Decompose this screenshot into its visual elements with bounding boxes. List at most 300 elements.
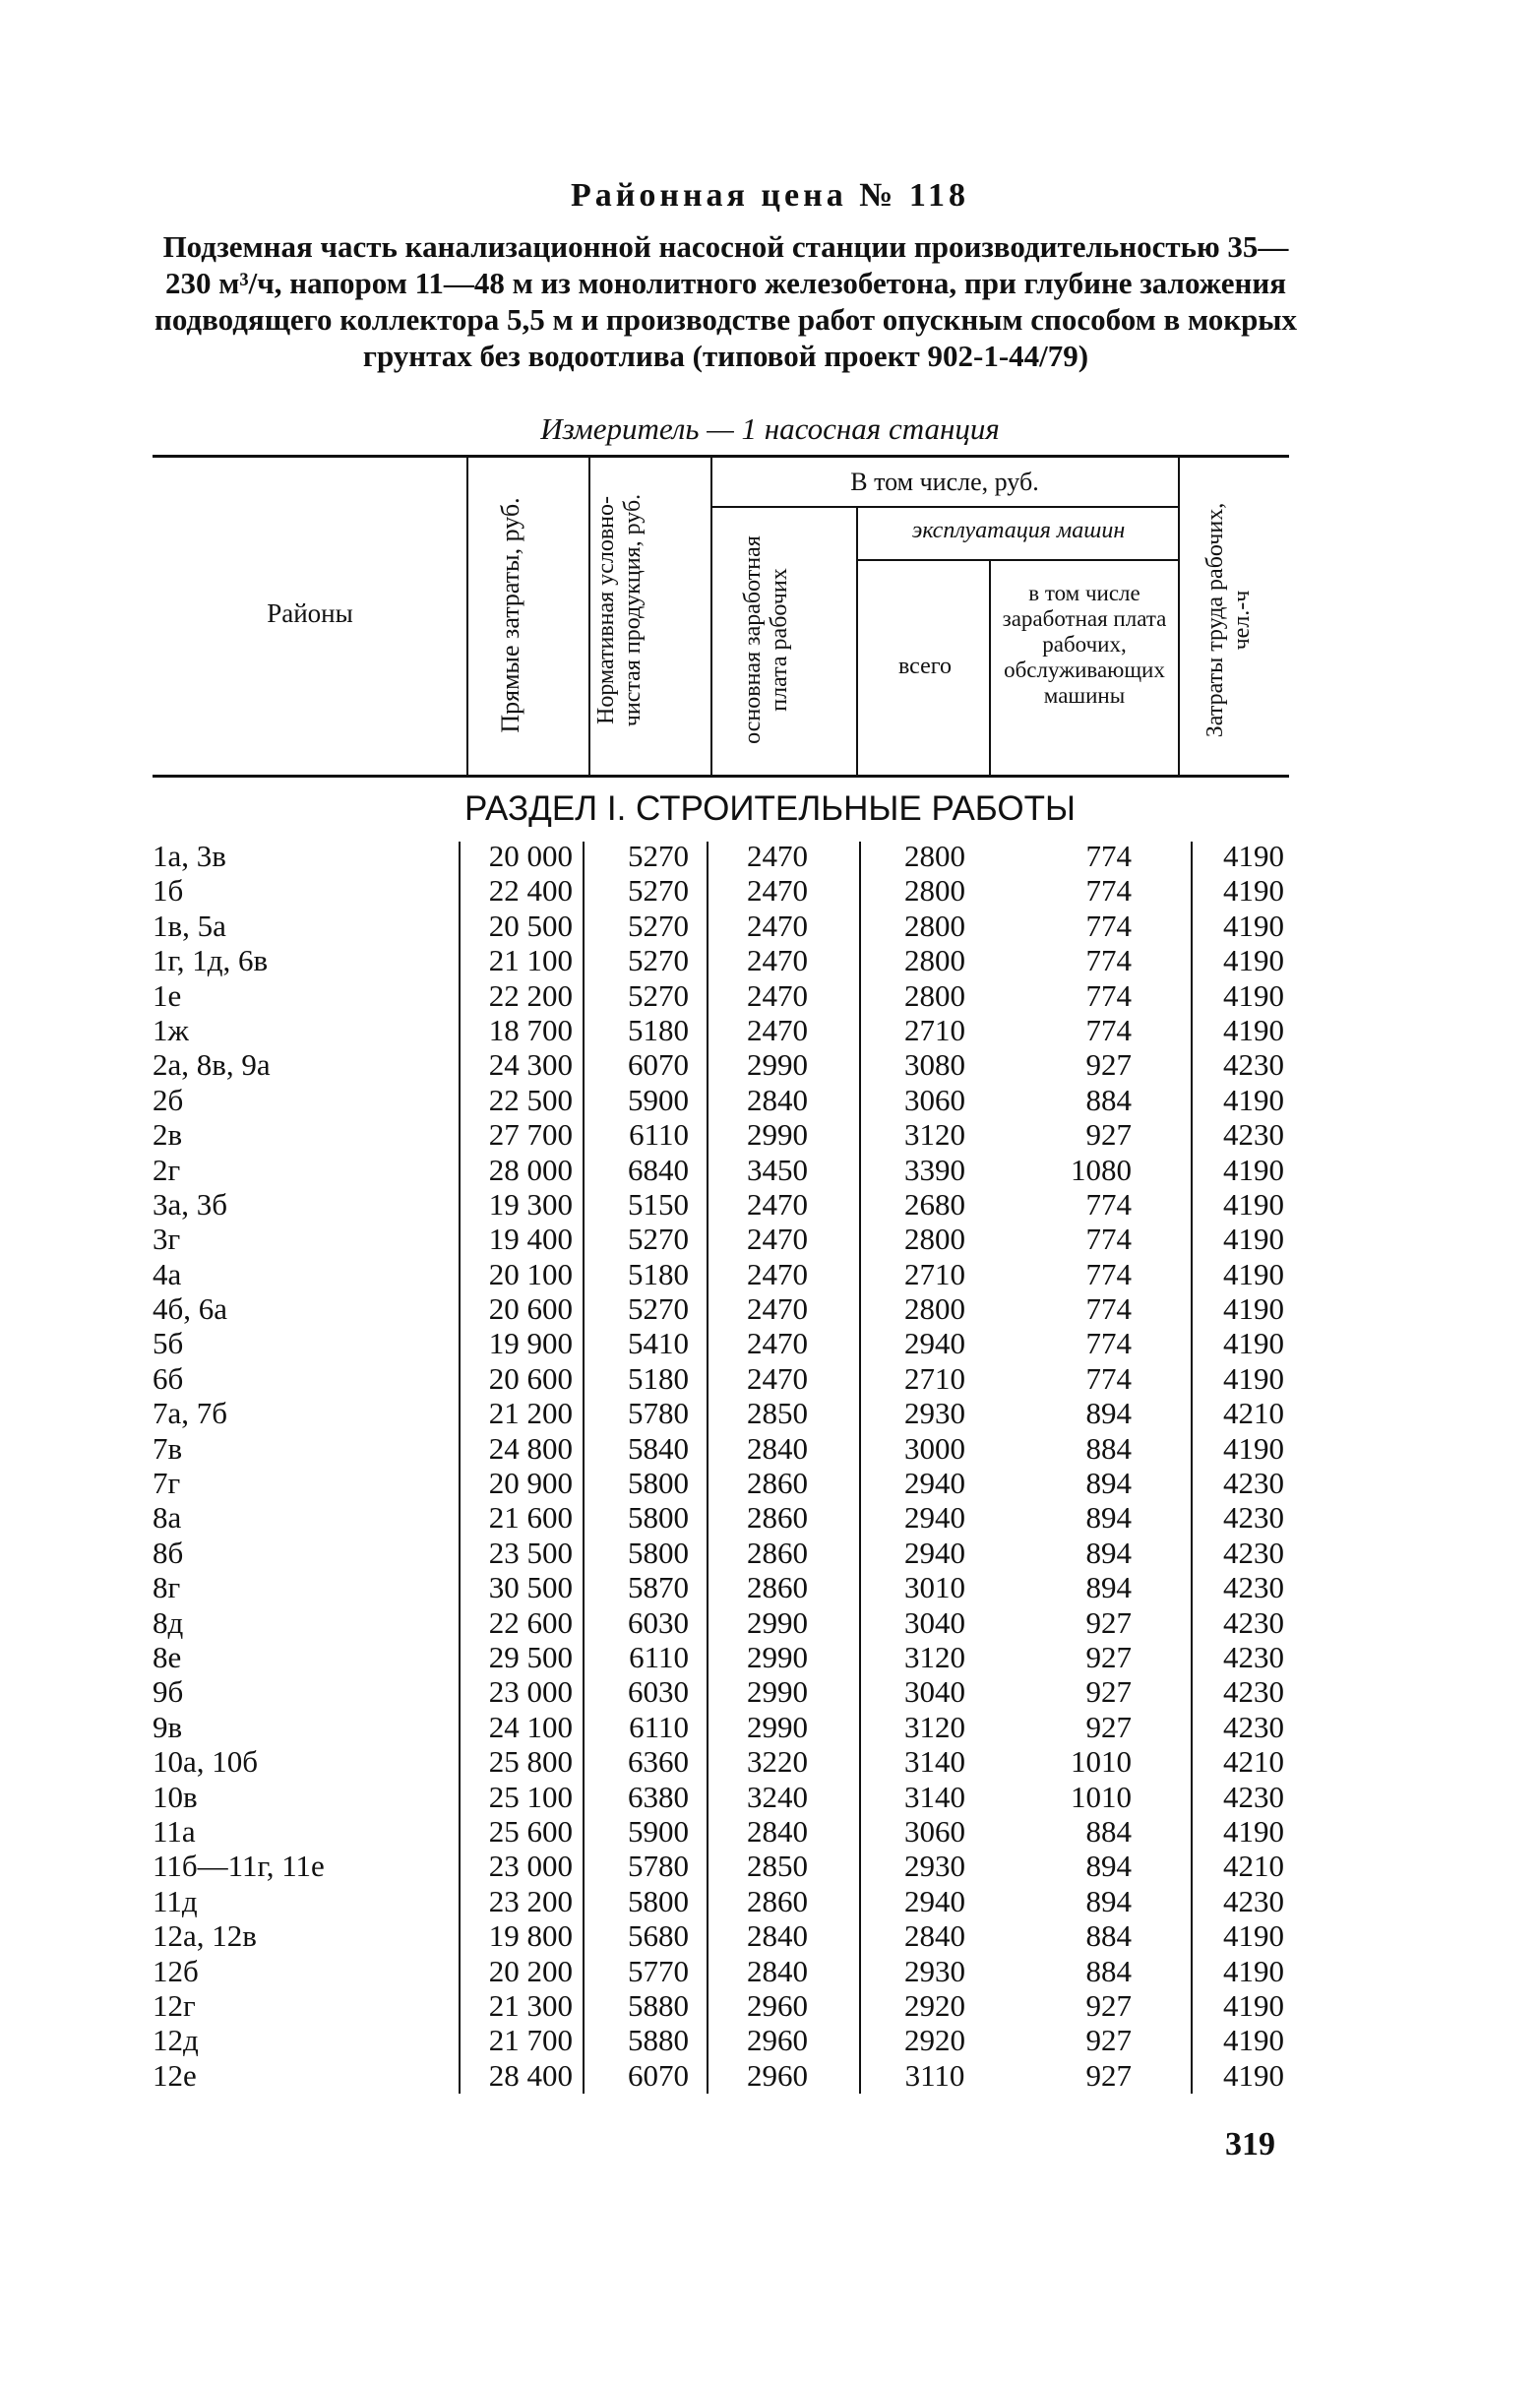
header-bottom-rule — [153, 775, 1289, 778]
region-cell: 3а, 3б — [153, 1186, 228, 1222]
machines-total-cell: 2800 — [904, 1291, 965, 1327]
labor-cell: 4190 — [1223, 2057, 1284, 2093]
table-row — [0, 2058, 1540, 2093]
page-subtitle: Подземная часть канализационной насосной станции производительностью 35—230 м³/ч, напором 11—48 м из монолитного железобетона, при глубине заложения подводящего коллектора 5,5 м и производстве работ опускным способом в мокрых грунтах без водоотлива (типовой проект 902-1-44/79) — [154, 229, 1298, 373]
region-cell: 2б — [153, 1082, 184, 1117]
machines-wage-cell: 774 — [1085, 977, 1132, 1013]
header-machines-wage: в том числе заработная плата рабочих, обслуживающих машины — [1002, 581, 1167, 708]
labor-cell: 4230 — [1223, 1117, 1284, 1153]
labor-cell: 4190 — [1223, 1186, 1284, 1222]
base-wage-cell: 2470 — [747, 908, 808, 943]
table-row — [0, 1674, 1540, 1709]
base-wage-cell: 2470 — [747, 1222, 808, 1257]
machines-wage-cell: 774 — [1085, 873, 1132, 909]
region-cell: 11б—11г, 11е — [153, 1849, 325, 1884]
machines-wage-cell: 774 — [1085, 1012, 1132, 1047]
table-row — [0, 1536, 1540, 1570]
region-cell: 12б — [153, 1953, 199, 1988]
region-cell: 2в — [153, 1117, 183, 1153]
base-wage-cell: 2990 — [747, 1604, 808, 1640]
machines-total-cell: 2680 — [904, 1186, 965, 1222]
base-wage-cell: 2470 — [747, 1012, 808, 1047]
normative-cost-cell: 5800 — [628, 1883, 689, 1918]
machines-wage-cell: 774 — [1085, 839, 1132, 873]
region-cell: 3г — [153, 1222, 181, 1257]
labor-cell: 4190 — [1223, 1987, 1284, 2023]
labor-cell: 4230 — [1223, 1779, 1284, 1814]
labor-cell: 4190 — [1223, 943, 1284, 978]
base-wage-cell: 2840 — [747, 1082, 808, 1117]
direct-costs-cell: 19 300 — [488, 1186, 573, 1222]
region-cell: 1г, 1д, 6в — [153, 943, 269, 978]
labor-cell: 4230 — [1223, 1570, 1284, 1605]
table-row — [0, 873, 1540, 908]
machines-wage-cell: 894 — [1085, 1883, 1132, 1918]
base-wage-cell: 2470 — [747, 1256, 808, 1291]
base-wage-cell: 2860 — [747, 1500, 808, 1536]
machines-wage-cell: 927 — [1085, 1117, 1132, 1153]
machines-wage-cell: 884 — [1085, 1813, 1132, 1849]
machines-wage-cell: 927 — [1085, 1639, 1132, 1674]
region-cell: 8г — [153, 1570, 181, 1605]
base-wage-cell: 2470 — [747, 977, 808, 1013]
machines-wage-cell: 894 — [1085, 1396, 1132, 1431]
base-wage-cell: 2470 — [747, 873, 808, 909]
direct-costs-cell: 23 000 — [488, 1674, 573, 1710]
labor-cell: 4210 — [1223, 1744, 1284, 1780]
direct-costs-cell: 28 000 — [488, 1152, 573, 1187]
region-cell: 4а — [153, 1256, 182, 1291]
direct-costs-cell: 19 900 — [488, 1326, 573, 1361]
base-wage-cell: 3240 — [747, 1779, 808, 1814]
table-row — [0, 1187, 1540, 1222]
direct-costs-cell: 30 500 — [488, 1570, 573, 1605]
base-wage-cell: 2470 — [747, 1291, 808, 1327]
machines-wage-cell: 774 — [1085, 908, 1132, 943]
labor-cell: 4190 — [1223, 1222, 1284, 1257]
base-wage-cell: 2470 — [747, 943, 808, 978]
labor-cell: 4190 — [1223, 1082, 1284, 1117]
direct-costs-cell: 20 600 — [488, 1291, 573, 1327]
normative-cost-cell: 5180 — [628, 1012, 689, 1047]
table-row — [0, 1117, 1540, 1152]
table-row — [0, 1291, 1540, 1326]
header-divider-4 — [856, 508, 858, 775]
direct-costs-cell: 21 200 — [488, 1396, 573, 1431]
labor-cell: 4230 — [1223, 1500, 1284, 1536]
machines-total-cell: 2710 — [904, 1012, 965, 1047]
direct-costs-cell: 28 400 — [488, 2057, 573, 2093]
base-wage-cell: 2960 — [747, 1987, 808, 2023]
machines-total-cell: 2710 — [904, 1360, 965, 1396]
table-row — [0, 1153, 1540, 1187]
base-wage-cell: 2850 — [747, 1849, 808, 1884]
machines-total-cell: 3390 — [904, 1152, 965, 1187]
table-row — [0, 1466, 1540, 1500]
table-row — [0, 1780, 1540, 1814]
direct-costs-cell: 20 900 — [488, 1466, 573, 1501]
table-row — [0, 1849, 1540, 1883]
machines-total-cell: 2840 — [904, 1918, 965, 1954]
normative-cost-cell: 5900 — [628, 1813, 689, 1849]
normative-cost-cell: 5870 — [628, 1570, 689, 1605]
direct-costs-cell: 29 500 — [488, 1639, 573, 1674]
labor-cell: 4190 — [1223, 1012, 1284, 1047]
header-direct-costs: Прямые затраты, руб. — [496, 497, 524, 733]
normative-cost-cell: 5680 — [628, 1918, 689, 1954]
table-row — [0, 1500, 1540, 1535]
normative-cost-cell: 6110 — [629, 1709, 689, 1744]
normative-cost-cell: 6030 — [628, 1604, 689, 1640]
machines-total-cell: 3080 — [904, 1047, 965, 1083]
header-normative-cost: Нормативная условно-чистая продукция, руб. — [593, 493, 646, 727]
machines-total-cell: 2930 — [904, 1953, 965, 1988]
table-row — [0, 1814, 1540, 1849]
region-cell: 8е — [153, 1639, 182, 1674]
base-wage-cell: 2960 — [747, 2057, 808, 2093]
machines-total-cell: 3000 — [904, 1430, 965, 1466]
direct-costs-cell: 20 000 — [488, 839, 573, 873]
direct-costs-cell: 20 600 — [488, 1360, 573, 1396]
header-including: В том числе, руб. — [850, 468, 1039, 496]
base-wage-cell: 2840 — [747, 1430, 808, 1466]
machines-total-cell: 2930 — [904, 1396, 965, 1431]
table-row — [0, 1013, 1540, 1047]
labor-cell: 4190 — [1223, 1152, 1284, 1187]
base-wage-cell: 2840 — [747, 1813, 808, 1849]
machines-wage-cell: 927 — [1085, 1604, 1132, 1640]
labor-cell: 4210 — [1223, 1849, 1284, 1884]
normative-cost-cell: 5800 — [628, 1500, 689, 1536]
region-cell: 8б — [153, 1535, 184, 1570]
base-wage-cell: 2860 — [747, 1535, 808, 1570]
region-cell: 9б — [153, 1674, 184, 1710]
header-divider-6 — [1178, 458, 1180, 775]
region-cell: 1ж — [153, 1012, 189, 1047]
machines-total-cell: 2800 — [904, 908, 965, 943]
table-row — [0, 839, 1540, 873]
labor-cell: 4190 — [1223, 1430, 1284, 1466]
table-row — [0, 1396, 1540, 1430]
labor-cell: 4230 — [1223, 1883, 1284, 1918]
direct-costs-cell: 22 600 — [488, 1604, 573, 1640]
region-cell: 8а — [153, 1500, 182, 1536]
region-cell: 11а — [153, 1813, 196, 1849]
direct-costs-cell: 23 000 — [488, 1849, 573, 1884]
direct-costs-cell: 24 300 — [488, 1047, 573, 1083]
base-wage-cell: 2470 — [747, 839, 808, 873]
labor-cell: 4230 — [1223, 1047, 1284, 1083]
normative-cost-cell: 5880 — [628, 2023, 689, 2058]
region-cell: 11д — [153, 1883, 198, 1918]
normative-cost-cell: 6110 — [629, 1639, 689, 1674]
measurement-unit: Измеритель — 1 насосная станция — [540, 411, 1000, 446]
machines-wage-cell: 927 — [1085, 1709, 1132, 1744]
labor-cell: 4190 — [1223, 1291, 1284, 1327]
direct-costs-cell: 19 800 — [488, 1918, 573, 1954]
normative-cost-cell: 6360 — [628, 1744, 689, 1780]
base-wage-cell: 2860 — [747, 1883, 808, 1918]
machines-total-cell: 2940 — [904, 1883, 965, 1918]
machines-wage-cell: 927 — [1085, 2023, 1132, 2058]
base-wage-cell: 2840 — [747, 1953, 808, 1988]
region-cell: 4б, 6а — [153, 1291, 228, 1327]
region-cell: 1е — [153, 977, 182, 1013]
normative-cost-cell: 5840 — [628, 1430, 689, 1466]
base-wage-cell: 2990 — [747, 1639, 808, 1674]
table-row — [0, 943, 1540, 977]
including-rule — [710, 506, 1178, 508]
region-cell: 7в — [153, 1430, 183, 1466]
table-row — [0, 1605, 1540, 1640]
machines-total-cell: 3120 — [904, 1117, 965, 1153]
direct-costs-cell: 18 700 — [488, 1012, 573, 1047]
region-cell: 8д — [153, 1604, 184, 1640]
region-cell: 1б — [153, 873, 184, 909]
labor-cell: 4190 — [1223, 1813, 1284, 1849]
table-row — [0, 1431, 1540, 1466]
machines-wage-cell: 894 — [1085, 1570, 1132, 1605]
machines-wage-cell: 774 — [1085, 943, 1132, 978]
direct-costs-cell: 21 700 — [488, 2023, 573, 2058]
direct-costs-cell: 21 300 — [488, 1987, 573, 2023]
direct-costs-cell: 20 200 — [488, 1953, 573, 1988]
header-regions: Районы — [267, 598, 353, 628]
direct-costs-cell: 21 600 — [488, 1500, 573, 1536]
direct-costs-cell: 23 500 — [488, 1535, 573, 1570]
labor-cell: 4190 — [1223, 1953, 1284, 1988]
machines-total-cell: 3060 — [904, 1082, 965, 1117]
table-row — [0, 978, 1540, 1013]
table-row — [0, 1710, 1540, 1744]
machines-wage-cell: 884 — [1085, 1430, 1132, 1466]
normative-cost-cell: 5270 — [628, 977, 689, 1013]
labor-cell: 4230 — [1223, 1639, 1284, 1674]
labor-cell: 4190 — [1223, 839, 1284, 873]
machines-wage-cell: 884 — [1085, 1082, 1132, 1117]
normative-cost-cell: 5270 — [628, 839, 689, 873]
normative-cost-cell: 5270 — [628, 873, 689, 909]
header-divider-1 — [466, 458, 468, 775]
region-cell: 12е — [153, 2057, 197, 2093]
base-wage-cell: 2990 — [747, 1047, 808, 1083]
table-row — [0, 2023, 1540, 2057]
region-cell: 12д — [153, 2023, 199, 2058]
direct-costs-cell: 27 700 — [488, 1117, 573, 1153]
base-wage-cell: 2990 — [747, 1709, 808, 1744]
labor-cell: 4230 — [1223, 1709, 1284, 1744]
region-cell: 7а, 7б — [153, 1396, 228, 1431]
table-row — [0, 1326, 1540, 1360]
base-wage-cell: 3450 — [747, 1152, 808, 1187]
machines-rule — [856, 559, 1178, 561]
table-row — [0, 1222, 1540, 1256]
normative-cost-cell: 5270 — [628, 1222, 689, 1257]
labor-cell: 4190 — [1223, 908, 1284, 943]
machines-wage-cell: 894 — [1085, 1535, 1132, 1570]
machines-wage-cell: 927 — [1085, 2057, 1132, 2093]
table-row — [0, 1744, 1540, 1779]
table-row — [0, 1954, 1540, 1988]
labor-cell: 4230 — [1223, 1535, 1284, 1570]
normative-cost-cell: 5780 — [628, 1849, 689, 1884]
machines-total-cell: 3120 — [904, 1709, 965, 1744]
machines-total-cell: 3120 — [904, 1639, 965, 1674]
base-wage-cell: 2990 — [747, 1117, 808, 1153]
base-wage-cell: 2470 — [747, 1326, 808, 1361]
page-number: 319 — [1225, 2126, 1275, 2163]
direct-costs-cell: 21 100 — [488, 943, 573, 978]
header-divider-3 — [710, 458, 712, 775]
machines-wage-cell: 774 — [1085, 1326, 1132, 1361]
machines-total-cell: 2940 — [904, 1326, 965, 1361]
machines-total-cell: 3010 — [904, 1570, 965, 1605]
machines-wage-cell: 894 — [1085, 1466, 1132, 1501]
machines-total-cell: 2800 — [904, 1222, 965, 1257]
machines-total-cell: 2940 — [904, 1466, 965, 1501]
normative-cost-cell: 5770 — [628, 1953, 689, 1988]
header-top-rule — [153, 455, 1289, 458]
table-row — [0, 1988, 1540, 2023]
labor-cell: 4190 — [1223, 1360, 1284, 1396]
labor-cell: 4190 — [1223, 1918, 1284, 1954]
direct-costs-cell: 20 100 — [488, 1256, 573, 1291]
region-cell: 6б — [153, 1360, 184, 1396]
normative-cost-cell: 5800 — [628, 1466, 689, 1501]
table-row — [0, 1257, 1540, 1291]
direct-costs-cell: 25 100 — [488, 1779, 573, 1814]
machines-total-cell: 3060 — [904, 1813, 965, 1849]
table-row — [0, 909, 1540, 943]
machines-wage-cell: 927 — [1085, 1674, 1132, 1710]
labor-cell: 4190 — [1223, 1326, 1284, 1361]
machines-total-cell: 3140 — [904, 1779, 965, 1814]
base-wage-cell: 2990 — [747, 1674, 808, 1710]
machines-total-cell: 2800 — [904, 839, 965, 873]
direct-costs-cell: 22 500 — [488, 1082, 573, 1117]
machines-total-cell: 3110 — [904, 2057, 965, 2093]
machines-total-cell: 3040 — [904, 1604, 965, 1640]
normative-cost-cell: 5270 — [628, 1291, 689, 1327]
normative-cost-cell: 5780 — [628, 1396, 689, 1431]
header-labor: Затраты труда рабочих, чел.-ч — [1202, 502, 1255, 738]
region-cell: 1а, 3в — [153, 839, 226, 873]
machines-wage-cell: 884 — [1085, 1953, 1132, 1988]
machines-total-cell: 3140 — [904, 1744, 965, 1780]
machines-wage-cell: 774 — [1085, 1186, 1132, 1222]
machines-total-cell: 2800 — [904, 943, 965, 978]
normative-cost-cell: 5270 — [628, 943, 689, 978]
normative-cost-cell: 6070 — [628, 1047, 689, 1083]
direct-costs-cell: 25 800 — [488, 1744, 573, 1780]
region-cell: 5б — [153, 1326, 184, 1361]
normative-cost-cell: 5800 — [628, 1535, 689, 1570]
machines-total-cell: 2800 — [904, 873, 965, 909]
labor-cell: 4190 — [1223, 977, 1284, 1013]
machines-total-cell: 2800 — [904, 977, 965, 1013]
normative-cost-cell: 6070 — [628, 2057, 689, 2093]
labor-cell: 4190 — [1223, 2023, 1284, 2058]
machines-total-cell: 2940 — [904, 1500, 965, 1536]
machines-total-cell: 2940 — [904, 1535, 965, 1570]
machines-wage-cell: 927 — [1085, 1047, 1132, 1083]
machines-total-cell: 2920 — [904, 2023, 965, 2058]
machines-wage-cell: 1080 — [1071, 1152, 1132, 1187]
direct-costs-cell: 25 600 — [488, 1813, 573, 1849]
region-cell: 10а, 10б — [153, 1744, 259, 1780]
base-wage-cell: 2470 — [747, 1186, 808, 1222]
header-machines: эксплуатация машин — [911, 518, 1126, 543]
normative-cost-cell: 5880 — [628, 1987, 689, 2023]
region-cell: 2г — [153, 1152, 181, 1187]
direct-costs-cell: 19 400 — [488, 1222, 573, 1257]
labor-cell: 4230 — [1223, 1674, 1284, 1710]
header-base-wage: основная заработная плата рабочих — [740, 535, 792, 744]
labor-cell: 4230 — [1223, 1604, 1284, 1640]
table-row — [0, 1047, 1540, 1082]
normative-cost-cell: 5180 — [628, 1360, 689, 1396]
machines-wage-cell: 1010 — [1071, 1779, 1132, 1814]
header-machines-total: всего — [897, 654, 953, 679]
region-cell: 2а, 8в, 9а — [153, 1047, 271, 1083]
machines-total-cell: 2930 — [904, 1849, 965, 1884]
machines-wage-cell: 774 — [1085, 1256, 1132, 1291]
direct-costs-cell: 20 500 — [488, 908, 573, 943]
normative-cost-cell: 5270 — [628, 908, 689, 943]
region-cell: 12а, 12в — [153, 1918, 257, 1954]
region-cell: 1в, 5а — [153, 908, 226, 943]
machines-wage-cell: 927 — [1085, 1987, 1132, 2023]
direct-costs-cell: 24 100 — [488, 1709, 573, 1744]
labor-cell: 4230 — [1223, 1466, 1284, 1501]
header-divider-5 — [989, 561, 991, 775]
normative-cost-cell: 6380 — [628, 1779, 689, 1814]
direct-costs-cell: 22 400 — [488, 873, 573, 909]
machines-wage-cell: 894 — [1085, 1500, 1132, 1536]
base-wage-cell: 2960 — [747, 2023, 808, 2058]
table-row — [0, 1083, 1540, 1117]
region-cell: 9в — [153, 1709, 183, 1744]
normative-cost-cell: 5150 — [628, 1186, 689, 1222]
machines-total-cell: 2710 — [904, 1256, 965, 1291]
machines-wage-cell: 774 — [1085, 1291, 1132, 1327]
normative-cost-cell: 5410 — [628, 1326, 689, 1361]
table-row — [0, 1570, 1540, 1604]
direct-costs-cell: 23 200 — [488, 1883, 573, 1918]
header-divider-2 — [588, 458, 590, 775]
machines-total-cell: 2920 — [904, 1987, 965, 2023]
base-wage-cell: 2860 — [747, 1570, 808, 1605]
machines-wage-cell: 774 — [1085, 1360, 1132, 1396]
normative-cost-cell: 6840 — [628, 1152, 689, 1187]
table-row — [0, 1918, 1540, 1953]
direct-costs-cell: 24 800 — [488, 1430, 573, 1466]
region-cell: 12г — [153, 1987, 196, 2023]
table-row — [0, 1361, 1540, 1396]
normative-cost-cell: 6110 — [629, 1117, 689, 1153]
direct-costs-cell: 22 200 — [488, 977, 573, 1013]
machines-total-cell: 3040 — [904, 1674, 965, 1710]
labor-cell: 4190 — [1223, 873, 1284, 909]
region-cell: 7г — [153, 1466, 181, 1501]
page-title: Районная цена № 118 — [571, 177, 969, 214]
section-title: РАЗДЕЛ I. СТРОИТЕЛЬНЫЕ РАБОТЫ — [464, 789, 1076, 828]
base-wage-cell: 2470 — [747, 1360, 808, 1396]
base-wage-cell: 2860 — [747, 1466, 808, 1501]
machines-wage-cell: 1010 — [1071, 1744, 1132, 1780]
table-body — [0, 839, 1540, 2093]
labor-cell: 4190 — [1223, 1256, 1284, 1291]
